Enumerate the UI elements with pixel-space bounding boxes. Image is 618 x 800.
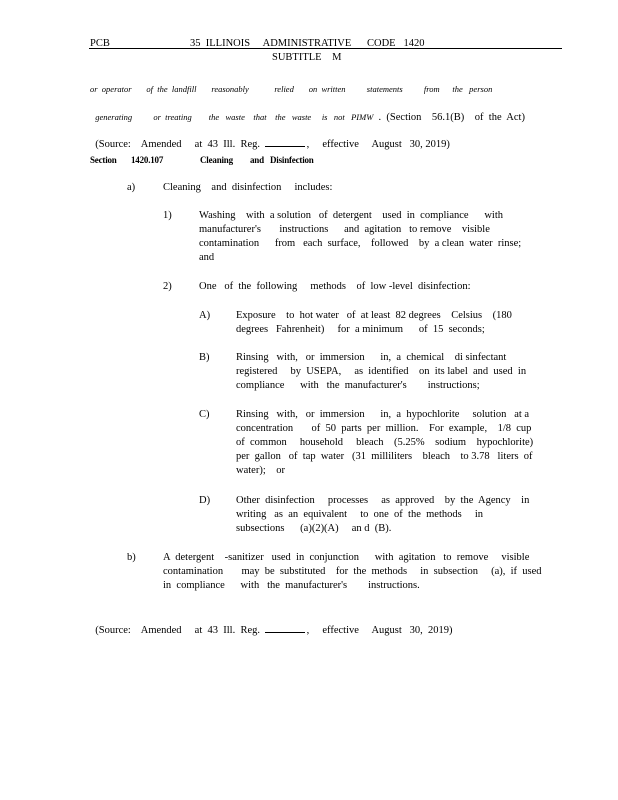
subsection-a-label: a) [127,182,136,193]
section-title-word-2: and [250,155,264,165]
section-number: 1420.107 [131,155,164,165]
header-agency: PCB [90,38,110,49]
item-A-line-1: Exposure to hot water of at least 82 degrees Celsius (180 [236,310,512,321]
item-C-line-2: concentration of 50 parts per million. For example, 1/8 cup [236,423,532,434]
item-D-line-1: Other disinfection processes as approved by the Agency in [236,495,530,506]
subsection-b-line-2: contamination may be substituted for the methods in subsection (a), if used [163,566,542,577]
section-label: Section [90,155,117,165]
item-1-line-2: manufacturer's instructions and agitation to remove visible [199,224,490,235]
source-1-prefix: (Source: Amended at 43 Ill. Reg. [95,139,261,150]
header-subtitle: SUBTITLE M [272,52,342,63]
source-2-prefix: (Source: Amended at 43 Ill. Reg. [95,625,261,636]
source-1-suffix: , effective August 30, 2019) [306,139,450,150]
item-B-label: B) [199,352,210,363]
section-title-word-3: Disinfection [270,155,314,165]
item-A-line-2: degrees Fahrenheit) for a minimum of 15 seconds; [236,324,485,335]
item-D-label: D) [199,495,211,506]
item-A-label: A) [199,310,211,321]
item-C-line-5: water); or [236,465,285,476]
item-C-line-3: of common household bleach (5.25% sodium hypochlorite) [236,437,534,448]
item-2-text: One of the following methods of low -level disinfection: [199,281,471,292]
header-title: 35 ILLINOIS ADMINISTRATIVE [190,38,352,49]
item-B-line-3: compliance with the manufacturer's instructions; [236,380,480,391]
subsection-a-text: Cleaning and disinfection includes: [163,182,333,193]
subsection-b-label: b) [127,552,136,563]
header-rule [89,48,562,49]
intro-line-1: or operator of the landfill reasonably relied on written statements from the person [90,84,493,94]
source-1-blank [265,136,305,147]
item-D-line-2: writing as an equivalent to one of the methods in [236,509,483,520]
item-C-label: C) [199,409,210,420]
intro-line-2-italic: generating or treating the waste that the waste is not PIMW [95,112,374,122]
intro-line-2-citation: . (Section 56.1(B) of the Act) [373,112,525,123]
source-note-2 [90,608,453,638]
item-B-line-2: registered by USEPA, as identified on its label and used in [236,366,527,377]
item-D-line-3: subsections (a)(2)(A) an d (B). [236,523,392,534]
section-title-word-1: Cleaning [200,155,233,165]
source-2-blank [265,622,305,633]
item-2-label: 2) [163,281,172,292]
item-1-line-1: Washing with a solution of detergent used in compliance with [199,210,503,221]
subsection-b-line-1: A detergent -sanitizer used in conjunction with agitation to remove visible [163,552,530,563]
source-note-1 [90,122,450,152]
intro-line-2 [90,96,525,125]
item-1-line-4: and [199,252,215,263]
item-B-line-1: Rinsing with, or immersion in, a chemical di sinfectant [236,352,507,363]
item-C-line-4: per gallon of tap water (31 milliliters bleach to 3.78 liters of [236,451,533,462]
item-C-line-1: Rinsing with, or immersion in, a hypochlorite solution at a [236,409,530,420]
item-1-line-3: contamination from each surface, followed by a clean water rinse; [199,238,522,249]
header-code: CODE 1420 [367,38,425,49]
subsection-b-line-3: in compliance with the manufacturer's instructions. [163,580,420,591]
item-1-label: 1) [163,210,172,221]
source-2-suffix: , effective August 30, 2019) [306,625,453,636]
